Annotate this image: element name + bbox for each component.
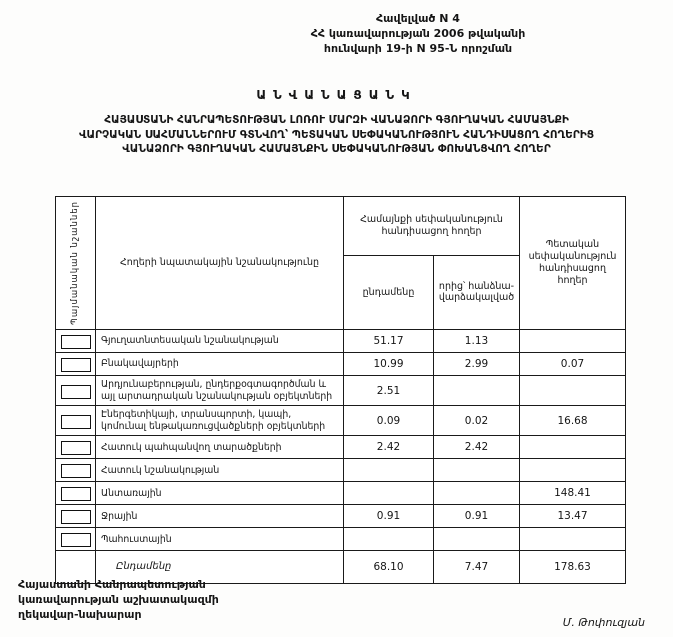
value-state: 148.41 (520, 482, 626, 505)
value-state (520, 375, 626, 405)
subheader-leased: որից՝ հանձնա- վարձակալված (434, 255, 520, 329)
sign-cell (56, 482, 96, 505)
sign-cell (56, 329, 96, 352)
value-leased: 0.91 (434, 505, 520, 528)
heading-line-1: ՀԱՅԱՍՏԱՆԻ ՀԱՆՐԱՊԵՏՈՒԹՅԱՆ ԼՈՌՈՒ ՄԱՐԶԻ ՎԱՆԱՁՈՐԻ ԳՅՈՒՂԱԿԱՆ ՀԱՄԱՅՆՔԻ (104, 114, 569, 126)
value-total (344, 482, 434, 505)
community-group-header: Համայնքի սեփականություն հանդիսացող հողեր (344, 197, 520, 256)
header-row-1 (56, 197, 626, 256)
sign-cell (56, 459, 96, 482)
legend-box (61, 487, 91, 501)
value-leased (434, 528, 520, 551)
annex-block (262, 12, 574, 57)
value-total: 2.51 (344, 375, 434, 405)
land-category-label: Հատուկ նշանակության (96, 459, 344, 482)
table-row (56, 352, 626, 375)
value-total: 51.17 (344, 329, 434, 352)
value-total (344, 528, 434, 551)
table-row (56, 406, 626, 436)
legend-box (61, 510, 91, 524)
legend-box (61, 533, 91, 547)
total-value-leased: 7.47 (434, 551, 520, 584)
table-row (56, 459, 626, 482)
signatory-line-3: ղեկավար-նախարար (18, 607, 142, 621)
legend-box (61, 358, 91, 372)
table-row (56, 482, 626, 505)
total-value-total: 68.10 (344, 551, 434, 584)
legend-box (61, 335, 91, 349)
purpose-header-cell: Հողերի նպատակային նշանակությունը (96, 197, 344, 330)
sign-cell (56, 436, 96, 459)
value-state (520, 528, 626, 551)
sign-cell (56, 375, 96, 405)
table-row (56, 329, 626, 352)
value-leased: 1.13 (434, 329, 520, 352)
value-leased: 2.99 (434, 352, 520, 375)
legend-box (61, 415, 91, 429)
table-row (56, 436, 626, 459)
annex-line-3: հունվարի 19-ի N 95-Ն որոշման (323, 41, 513, 55)
value-state (520, 436, 626, 459)
land-category-label: Էներգետիկայի, տրանսպորտի, կապի, կոմունալ ենթակառուցվածքների օբյեկտների (96, 406, 344, 436)
table-row (56, 528, 626, 551)
land-category-label: Ջրային (96, 505, 344, 528)
land-category-label: Բնակավայրերի (96, 352, 344, 375)
value-total (344, 459, 434, 482)
heading-line-3: ՎԱՆԱՁՈՐԻ ԳՅՈՒՂԱԿԱՆ ՀԱՄԱՅՆՔԻՆ ՍԵՓԱԿԱՆՈՒԹՅԱՆ ՓՈԽԱՆՑՎՈՂ ՀՈՂԵՐ (122, 143, 551, 156)
legend-box (61, 385, 91, 399)
value-leased: 2.42 (434, 436, 520, 459)
annex-line-2: ՀՀ կառավարության 2006 թվականի (310, 26, 526, 40)
land-table-wrapper (55, 196, 626, 584)
sign-cell (56, 406, 96, 436)
land-category-label: Պահուստային (96, 528, 344, 551)
sign-cell (56, 352, 96, 375)
signatory-line-2: կառավարության աշխատակազմի (18, 592, 219, 606)
signature-name: Մ. Թոփուզյան (562, 616, 645, 629)
value-total: 0.09 (344, 406, 434, 436)
land-category-label: Արդյունաբերության, ընդերքօգտագործման և այլ արտադրական նշանակության օբյեկտների (96, 375, 344, 405)
value-leased (434, 459, 520, 482)
subheader-total: ընդամենը (344, 255, 434, 329)
document-title: ԱՆՎԱՆԱՑԱՆԿ (256, 88, 417, 102)
value-total: 10.99 (344, 352, 434, 375)
value-state (520, 459, 626, 482)
signs-header-label: Պայմանական նշաններ (70, 201, 81, 325)
value-leased: 0.02 (434, 406, 520, 436)
annex-line-1: Հավելված N 4 (376, 12, 460, 25)
value-leased (434, 482, 520, 505)
land-table (55, 196, 626, 584)
land-category-label: Գյուղատնտեսական նշանակության (96, 329, 344, 352)
table-row (56, 505, 626, 528)
value-state: 13.47 (520, 505, 626, 528)
state-header-cell: Պետական սեփականություն հանդիսացող հողեր (520, 197, 626, 330)
total-label: Ընդամենը (96, 551, 344, 584)
legend-box (61, 441, 91, 455)
heading-line-2: ՎԱՐՉԱԿԱՆ ՍԱՀՄԱՆՆԵՐՈՒՄ ԳՏՆՎՈՂ՝ ՊԵՏԱԿԱՆ ՍԵՓԱԿԱՆՈՒԹՅՈՒՆ ՀԱՆԴԻՍԱՑՈՂ ՀՈՂԵՐԻՑ (78, 128, 595, 141)
land-category-label: Հատուկ պահպանվող տարածքների (96, 436, 344, 459)
value-total: 2.42 (344, 436, 434, 459)
sign-cell (56, 505, 96, 528)
value-state: 0.07 (520, 352, 626, 375)
total-value-state: 178.63 (520, 551, 626, 584)
signatory-title-block (18, 578, 219, 623)
value-total: 0.91 (344, 505, 434, 528)
document-heading (26, 113, 647, 157)
value-state: 16.68 (520, 406, 626, 436)
value-leased (434, 375, 520, 405)
value-state (520, 329, 626, 352)
signatory-line-1: Հայաստանի Հանրապետության (18, 578, 206, 591)
signs-header-cell (56, 197, 96, 330)
table-row (56, 375, 626, 405)
sign-cell (56, 528, 96, 551)
legend-box (61, 464, 91, 478)
land-category-label: Անտառային (96, 482, 344, 505)
